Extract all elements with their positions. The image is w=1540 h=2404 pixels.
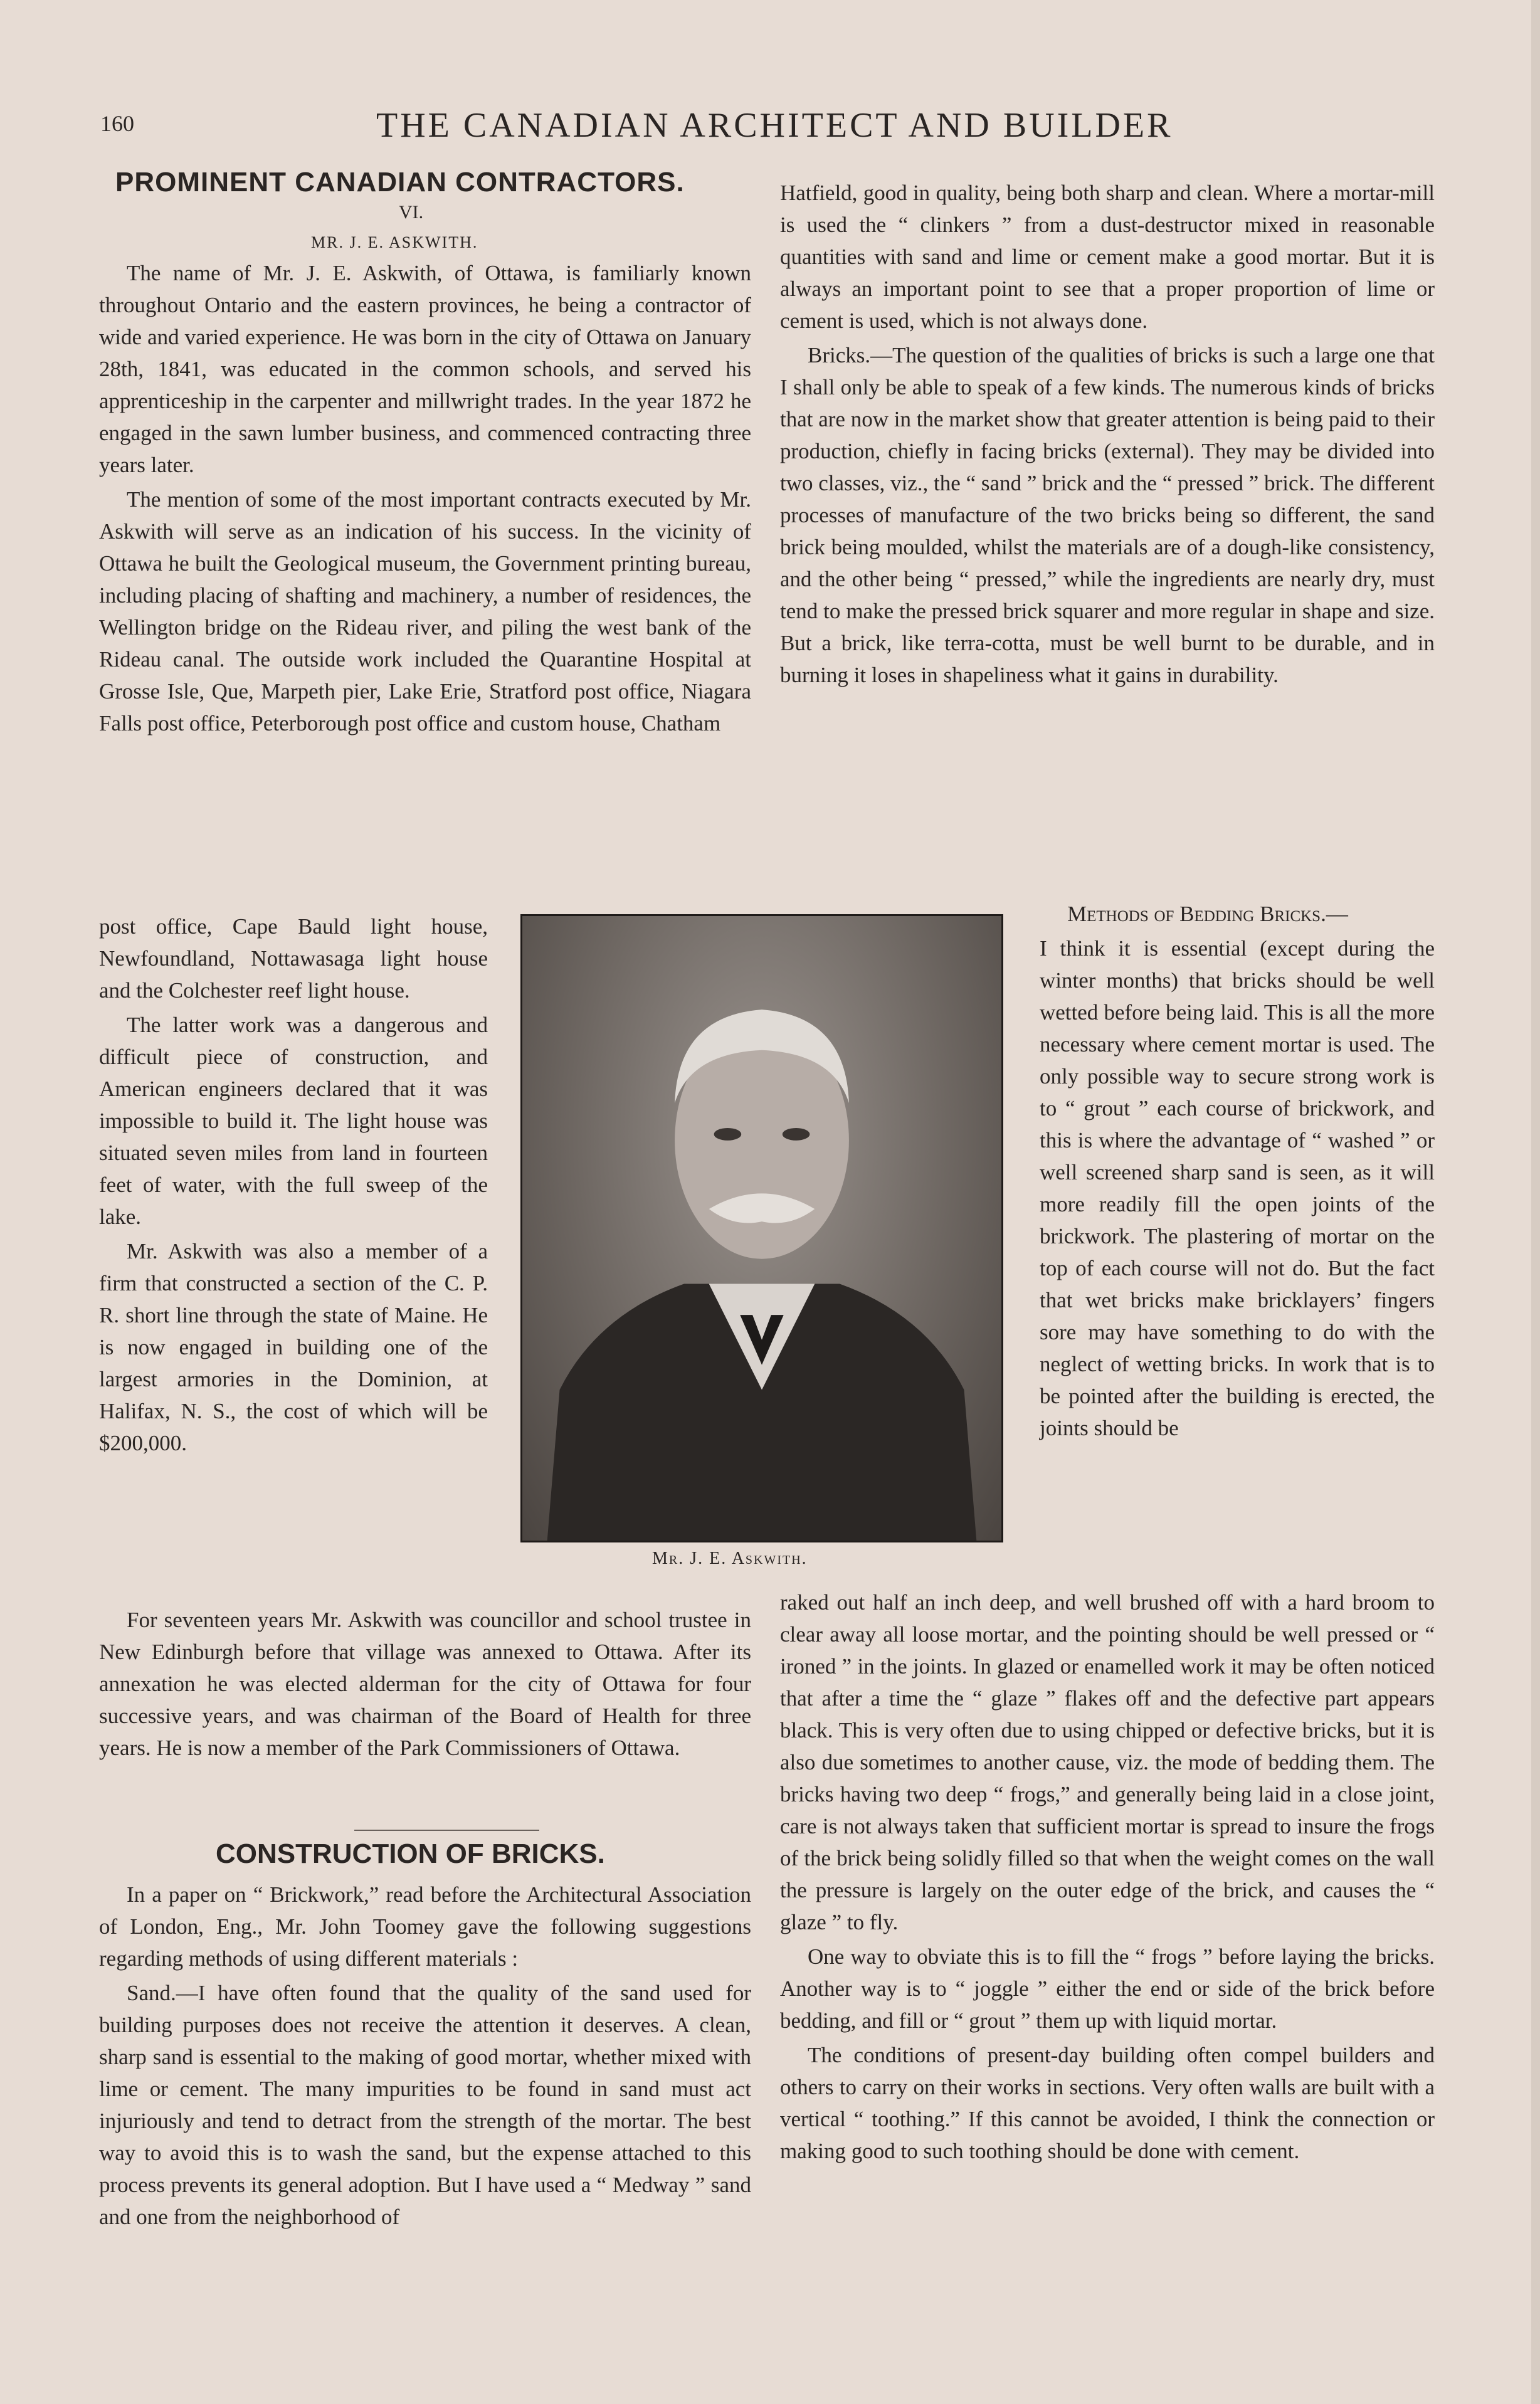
portrait-photo <box>520 914 1003 1542</box>
paragraph: post office, Cape Bauld light house, Newfoundland, Nottawasaga light house and the Colchester reef light house. <box>99 914 488 1003</box>
paragraph: The latter work was a dangerous and difficult piece of construction, and American engineers declared that it was impossible to build it. The light house was situated seven miles from land in fourteen feet of water, with the full sweep of the lake. <box>99 1013 488 1229</box>
article-number: VI. <box>399 202 424 223</box>
running-title: THE CANADIAN ARCHITECT AND BUILDER <box>376 106 1173 145</box>
page-edge <box>1531 0 1540 2404</box>
left-column-lower <box>99 1604 751 1766</box>
paragraph: Hatfield, good in quality, being both sharp and clean. Where a mortar-mill is used the “ clinkers ” from a dust-destructor mixed in reasonable quantities with sand and lime or cement make a good mortar. But it is always an important point to see that a proper proportion of lime or cement is used, which is not always done. <box>780 181 1435 333</box>
paragraph: In a paper on “ Brickwork,” read before the Architectural Association of London, Eng., Mr. John Toomey gave the following suggestions regarding methods of using different materials : <box>99 1882 751 1971</box>
paragraph: One way to obviate this is to fill the “ frogs ” before laying the bricks. Another way is to “ joggle ” either the end or side of the brick before bedding, and fill or “ grout ” them up with liquid mortar. <box>780 1944 1435 2033</box>
paragraph: The conditions of present-day building often compel builders and others to carry on their works in sections. Very often walls are built with a vertical “ toothing.” If this cannot be avoided, I think the connection or making good to such toothing should be done with cement. <box>780 2043 1435 2163</box>
right-column-narrow <box>1040 898 1435 1447</box>
article-subject: MR. J. E. ASKWITH. <box>311 233 478 251</box>
paragraph: raked out half an inch deep, and well brushed off with a hard broom to clear away all loose mortar, and the pointing should be well pressed or “ ironed ” in the joints. In glazed or enamelled work it may be often noticed that after a time the “ glaze ” flakes off and the defective part appears black. This is very often due to using chipped or defective bricks, but it is also due sometimes to another cause, viz. the mode of bedding them. The bricks having two deep “ frogs,” and generally being laid in a close joint, care is not always taken that sufficient mortar is spread to insure the frogs of the brick being solidly filled so that when the weight comes on the wall the pressure is largely on the outer edge of the brick, and causes the “ glaze ” to fly. <box>780 1590 1435 1934</box>
paragraph: The name of Mr. J. E. Askwith, of Ottawa, is familiarly known throughout Ontario and the eastern provinces, he being a contractor of wide and varied experience. He was born in the city of Ottawa on January 28th, 1841, was educated in the common schools, and served his apprenticeship in the carpenter and millwright trades. In the year 1872 he engaged in the sawn lumber business, and commenced contracting three years later. <box>99 261 751 477</box>
left-column-upper <box>99 257 751 742</box>
paragraph: Mr. Askwith was also a member of a firm that constructed a section of the C. P. R. short line through the state of Maine. He is now engaged in building one of the largest armories in the Dominion, at Halifax, N. S., the cost of which will be $200,000. <box>99 1239 488 1455</box>
left-column-bricks <box>99 1879 751 2235</box>
paragraph: The mention of some of the most important contracts executed by Mr. Askwith will serve as an indication of his success. In the vicinity of Ottawa he built the Geological museum, the Government printing bureau, including placing of shafting and machinery, a number of residences, the Wellington bridge on the Rideau river, and piling the west bank of the Rideau canal. The outside work included the Quarantine Hospital at Grosse Isle, Que, Marpeth pier, Lake Erie, Stratford post office, Niagara Falls post office, Peterborough post office and custom house, Chatham <box>99 487 751 735</box>
paragraph: For seventeen years Mr. Askwith was councillor and school trustee in New Edinburgh before that village was annexed to Ottawa. After its annexation he was elected alderman for the city of Ottawa for four successive years, and was chairman of the Board of Health for three years. He is now a member of the Park Commissioners of Ottawa. <box>99 1608 751 1760</box>
portrait-illustration <box>522 916 1001 1541</box>
article-title: PROMINENT CANADIAN CONTRACTORS. <box>115 167 685 198</box>
paragraph: I think it is essential (except during the winter months) that bricks should be well wetted before being laid. This is all the more necessary where cement mortar is used. The only possible way to secure strong work is to “ grout ” each course of brickwork, and this is where the advantage of “ washed ” or well screened sharp sand is seen, as it will more readily fill the open joints of the brickwork. The plastering of mortar on the top of each course will not do. But the fact that wet bricks make bricklayers’ fingers sore may have something to do with the neglect of wetting bricks. In work that is to be pointed after the building is erected, the joints should be <box>1040 936 1435 1440</box>
portrait-caption: Mr. J. E. Askwith. <box>652 1549 808 1568</box>
page-header <box>100 105 1448 162</box>
left-column-narrow <box>99 910 488 1462</box>
second-article-title: CONSTRUCTION OF BRICKS. <box>216 1838 605 1869</box>
right-column-upper <box>780 177 1435 693</box>
section-divider <box>354 1830 539 1831</box>
paragraph: Bricks.—The question of the qualities of bricks is such a large one that I shall only be able to speak of a few kinds. The numerous kinds of bricks that are now in the market show that greater attention is being paid to their production, chiefly in facing bricks (external). They may be divided into two classes, viz., the “ sand ” brick and the “ pressed ” brick. The different processes of manufacture of the two bricks being so different, the sand brick being moulded, whilst the materials are of a dough-like consistency, and the other being “ pressed,” while the ingredients are nearly dry, must tend to make the pressed brick squarer and more regular in shape and size. But a brick, like terra-cotta, must be well burnt to be durable, and in burning it loses in shapeliness what it gains in durability. <box>780 343 1435 687</box>
paragraph: Sand.—I have often found that the quality of the sand used for building purposes does not receive the attention it deserves. A clean, sharp sand is essential to the making of good mortar, whether mixed with lime or cement. The many impurities to be found in sand must act injuriously and tend to detract from the strength of the mortar. The best way to avoid this is to wash the sand, but the expense attached to this process prevents its general adoption. But I have used a “ Medway ” sand and one from the neighborhood of <box>99 1981 751 2229</box>
methods-heading: Methods of Bedding Bricks.— <box>1067 902 1348 926</box>
right-column-lower <box>780 1586 1435 2169</box>
section-heading <box>1040 898 1435 930</box>
page-number: 160 <box>100 111 134 136</box>
